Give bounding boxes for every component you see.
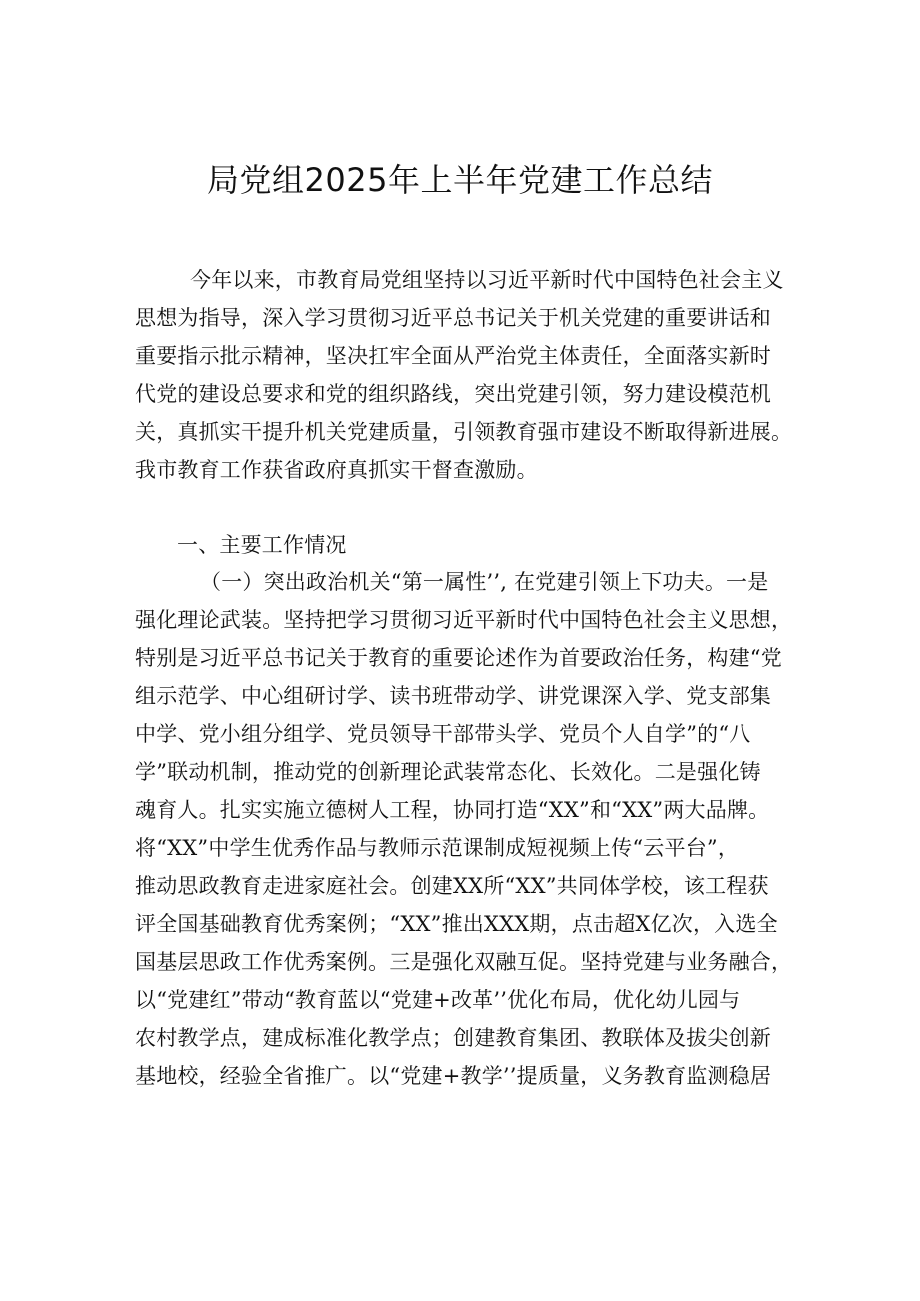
text-line: 组示范学、中心组研讨学、读书班带动学、讲党课深入学、党支部集 (135, 684, 771, 708)
text-line: （一）突出政治机关“第一属性’’, 在党建引领上下功夫。一是 (200, 570, 769, 594)
text-line: 学”联动机制，推动党的创新理论武装常态化、长效化。二是强化铸 (135, 760, 761, 784)
text-line: 推动思政教育走进家庭社会。创建XX所“XX”共同体学校，该工程获 (135, 874, 769, 898)
section-paragraph (135, 563, 795, 1095)
intro-paragraph (135, 261, 795, 489)
text-line: 关，真抓实干提升机关党建质量，引领教育强市建设不断取得新进展。 (135, 420, 793, 444)
section-heading (135, 526, 795, 564)
text-line: 将“XX”中学生优秀作品与教师示范课制成短视频上传“云平台”， (135, 836, 740, 860)
text-line: 国基层思政工作优秀案例。三是强化双融互促。坚持党建与业务融合， (135, 950, 793, 974)
text-line: 特别是习近平总书记关于教育的重要论述作为首要政治任务，构建“党 (135, 646, 782, 670)
text-line: 基地校，经验全省推广。以“党建+教学’’提质量，义务教育监测稳居 (135, 1064, 772, 1088)
text-line: 中学、党小组分组学、党员领导干部带头学、党员个人自学”的“八 (135, 722, 751, 746)
text-line: 强化理论武装。坚持把学习贯彻习近平新时代中国特色社会主义思想， (135, 608, 793, 632)
text-line: 魂育人。扎实实施立德树人工程，协同打造“XX”和“XX”两大品牌。 (135, 798, 770, 822)
text-line: 评全国基础教育优秀案例；“XX”推出XXX期，点击超X亿次，入选全 (135, 912, 778, 936)
document-title: 局党组2025年上半年党建工作总结 (207, 161, 713, 199)
text-line: 我市教育工作获省政府真抓实干督查激励。 (135, 458, 538, 482)
text-line: 思想为指导，深入学习贯彻习近平总书记关于机关党建的重要讲话和 (135, 306, 771, 330)
text-line: 以“党建红”带动“教育蓝以“党建+改革’’优化布局，优化幼儿园与 (135, 988, 741, 1012)
section-heading-text: 一、主要工作情况 (177, 533, 347, 557)
text-line: 重要指示批示精神，坚决扛牢全面从严治党主体责任，全面落实新时 (135, 344, 771, 368)
text-line: 代党的建设总要求和党的组织路线，突出党建引领，努力建设模范机 (135, 382, 771, 406)
text-line: 今年以来，市教育局党组坚持以习近平新时代中国特色社会主义 (190, 268, 784, 292)
text-line: 农村教学点，建成标准化教学点；创建教育集团、教联体及拔尖创新 (135, 1026, 771, 1050)
